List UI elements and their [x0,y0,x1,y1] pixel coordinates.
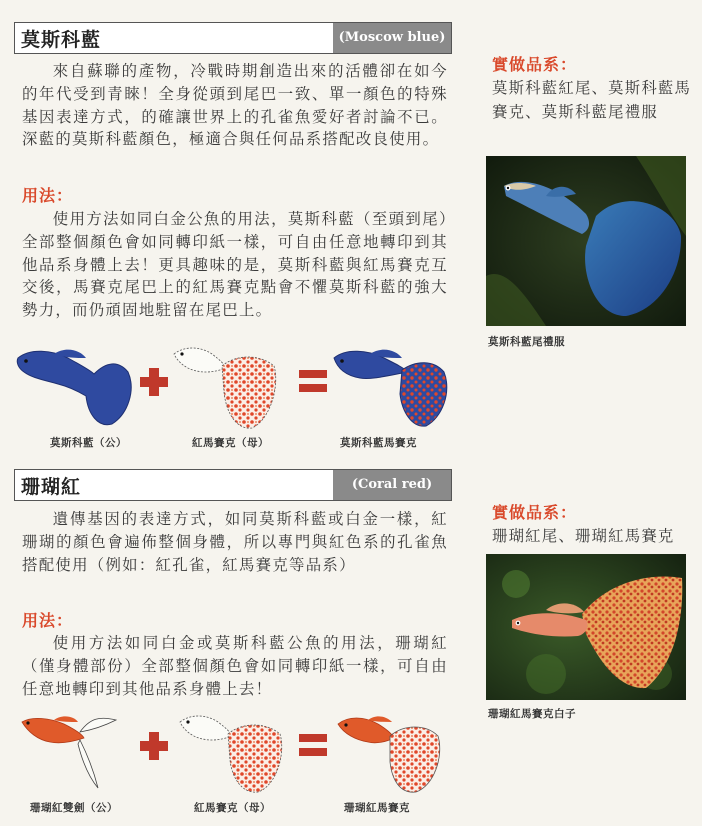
equals-icon [298,732,328,758]
coral-red-mosaic-fish [334,710,444,794]
strains-heading: 實做品系： [492,503,578,522]
strains-list: 莫斯科藍紅尾、莫斯科藍馬賽克、莫斯科藍尾禮服 [492,79,692,121]
intro-paragraph: 來自蘇聯的產物，冷戰時期創造出來的活體卻在如今的年代受到青睞！全身從頭到尾巴一致、單一顏色的特殊基因表達方式，的確讓世界上的孔雀魚愛好者討論不已。深藍的莫斯科藍顏色，極適合與任何品系搭配改良使用。 [22,62,448,149]
section-english-title: (Moscow blue) [333,23,451,53]
coral-red-double-sword-fish [18,712,128,792]
section-title: 莫斯科藍 [21,29,102,51]
photo-caption: 莫斯科藍尾禮服 [488,336,565,348]
equals-icon [298,368,328,394]
diagram-label-result: 莫斯科藍馬賽克 [340,437,417,449]
diagram-label-male: 莫斯科藍（公） [50,437,127,449]
usage-heading: 用法： [22,186,74,205]
moscow-blue-mosaic-fish [330,344,450,430]
section-english-title: (Coral red) [333,470,451,500]
photo-caption: 珊瑚紅馬賽克白子 [488,708,576,720]
usage-paragraph: 使用方法如同白金公魚的用法，莫斯科藍（至頭到尾）全部整個顏色會如同轉印紙一樣，可自由任意地轉印到其他品系身體上去！更具趣味的是，莫斯科藍與紅馬賽克互交後，馬賽克尾巴上的紅馬賽克點會不懼莫斯科藍的強大勢力，而仍頑固地駐留在尾巴上。 [22,210,448,320]
section-title: 珊瑚紅 [21,476,82,498]
section-header-coral-red [14,469,452,501]
diagram-label-result: 珊瑚紅馬賽克 [344,802,410,814]
red-mosaic-female-fish [170,340,280,432]
intro-paragraph: 遺傳基因的表達方式，如同莫斯科藍或白金一樣，紅珊瑚的顏色會遍佈整個身體，所以專門與紅色系的孔雀魚搭配使用（例如：紅孔雀，紅馬賽克等品系） [22,510,448,574]
strains-heading: 實做品系： [492,55,578,74]
plus-icon [138,366,170,398]
diagram-label-male: 珊瑚紅雙劍（公） [30,802,118,814]
strains-list: 珊瑚紅尾、珊瑚紅馬賽克 [492,527,675,545]
red-mosaic-female-fish [176,708,286,796]
moscow-blue-male-fish [14,344,134,428]
coral-red-photo [486,554,686,700]
section-header-moscow-blue [14,22,452,54]
moscow-blue-photo [486,156,686,326]
plus-icon [138,730,170,762]
usage-paragraph: 使用方法如同白金或莫斯科藍公魚的用法，珊瑚紅（僅身體部份）全部整個顏色會如同轉印紙一樣，可自由任意地轉印到其他品系身體上去！ [22,634,448,698]
usage-heading: 用法： [22,611,74,630]
diagram-label-female: 紅馬賽克（母） [192,437,269,449]
diagram-label-female: 紅馬賽克（母） [194,802,271,814]
